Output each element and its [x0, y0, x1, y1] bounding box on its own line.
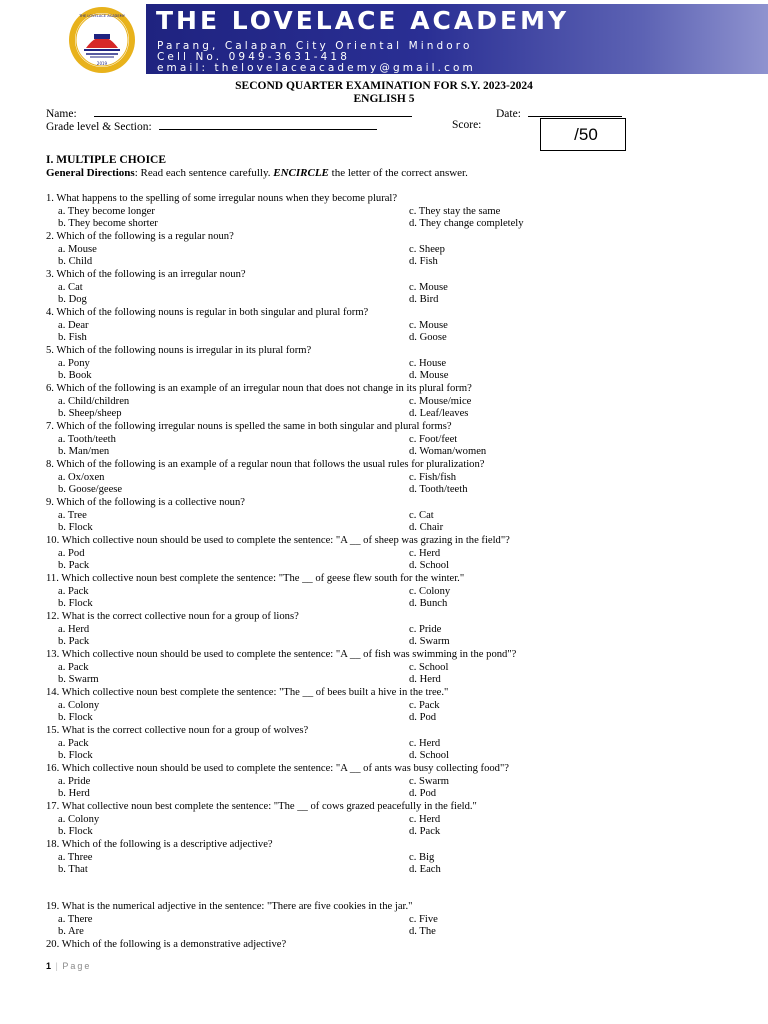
- question-stem: 9. Which of the following is a collective noun?: [46, 497, 245, 508]
- answer-option-a[interactable]: a. Pack: [58, 661, 89, 673]
- school-cell: Cell No. 0949-3631-418: [157, 51, 350, 63]
- answer-option-c[interactable]: c. House: [409, 357, 447, 369]
- answer-option-a[interactable]: a. Pod: [58, 547, 85, 559]
- answer-option-b[interactable]: b. Swarm: [58, 674, 99, 686]
- question-stem: 3. Which of the following is an irregular noun?: [46, 269, 246, 280]
- question-stem: 16. Which collective noun should be used to complete the sentence: "A __ of ants was busy collecting food"?: [46, 763, 509, 774]
- exam-subject: ENGLISH 5: [353, 93, 415, 105]
- question-stem: 14. Which collective noun best complete the sentence: "The __ of bees built a hive in the tree.": [46, 687, 449, 698]
- answer-option-d[interactable]: d. Pod: [409, 788, 437, 800]
- answer-option-c[interactable]: c. Herd: [409, 813, 441, 825]
- answer-option-a[interactable]: a. Tree: [58, 509, 87, 521]
- answer-option-c[interactable]: c. Colony: [409, 585, 451, 597]
- answer-option-a[interactable]: a. Dear: [58, 319, 89, 331]
- answer-option-d[interactable]: d. Bird: [409, 294, 439, 306]
- directions-emphasis: ENCIRCLE: [273, 167, 329, 179]
- section-title: I. MULTIPLE CHOICE: [46, 154, 167, 166]
- question-stem: 2. Which of the following is a regular noun?: [46, 231, 234, 242]
- answer-option-b[interactable]: b. Flock: [58, 522, 93, 534]
- question-stem: 12. What is the correct collective noun for a group of lions?: [46, 611, 299, 622]
- answer-option-c[interactable]: c. Big: [409, 851, 435, 863]
- question-stem: 6. Which of the following is an example of an irregular noun that does not change in its plural form?: [46, 383, 472, 394]
- answer-option-c[interactable]: c. Pack: [409, 699, 440, 711]
- answer-option-c[interactable]: c. Mouse/mice: [409, 395, 472, 407]
- answer-option-b[interactable]: b. Flock: [58, 712, 93, 724]
- date-label: Date:: [496, 108, 521, 120]
- answer-option-a[interactable]: a. Pride: [58, 775, 91, 787]
- answer-option-d[interactable]: d. School: [409, 750, 450, 762]
- answer-option-a[interactable]: a. Ox/oxen: [58, 471, 105, 483]
- answer-option-b[interactable]: b. Flock: [58, 750, 93, 762]
- answer-option-d[interactable]: d. Tooth/teeth: [409, 484, 468, 496]
- question-stem: 19. What is the numerical adjective in the sentence: "There are five cookies in the jar.": [46, 901, 413, 912]
- directions-pre: : Read each sentence carefully.: [134, 167, 271, 179]
- question-stem: 11. Which collective noun best complete the sentence: "The __ of geese flew south for the winter.": [46, 573, 465, 584]
- exam-title: SECOND QUARTER EXAMINATION FOR S.Y. 2023-2024: [235, 80, 533, 92]
- answer-option-a[interactable]: a. Tooth/teeth: [58, 433, 116, 445]
- answer-option-b[interactable]: b. Are: [58, 926, 84, 938]
- question-stem: 10. Which collective noun should be used to complete the sentence: "A __ of sheep was grazing in the field"?: [46, 535, 510, 546]
- footer-separator: |: [55, 961, 59, 971]
- question-stem: 7. Which of the following irregular nouns is spelled the same in both singular and plural forms?: [46, 421, 452, 432]
- answer-option-d[interactable]: d. Goose: [409, 332, 447, 344]
- answer-option-a[interactable]: a. Cat: [58, 281, 83, 293]
- question-stem: 1. What happens to the spelling of some irregular nouns when they become plural?: [46, 193, 398, 204]
- score-label: Score:: [452, 119, 482, 131]
- answer-option-c[interactable]: c. Pride: [409, 623, 442, 635]
- answer-option-a[interactable]: a. Pony: [58, 357, 90, 369]
- answer-option-d[interactable]: d. Swarm: [409, 636, 450, 648]
- answer-option-b[interactable]: b. Dog: [58, 294, 87, 306]
- answer-option-d[interactable]: d. Pack: [409, 826, 441, 838]
- answer-option-d[interactable]: d. Each: [409, 864, 441, 876]
- page-footer: [46, 961, 91, 971]
- directions-post: the letter of the correct answer.: [328, 167, 468, 179]
- answer-option-a[interactable]: a. Mouse: [58, 243, 97, 255]
- answer-option-a[interactable]: a. Three: [58, 851, 93, 863]
- question-stem: 13. Which collective noun should be used to complete the sentence: "A __ of fish was swimming in the pond"?: [46, 649, 517, 660]
- answer-option-d[interactable]: d. Pod: [409, 712, 437, 724]
- answer-option-a[interactable]: a. Colony: [58, 699, 100, 711]
- question-stem: 20. Which of the following is a demonstrative adjective?: [46, 939, 287, 950]
- school-address: Parang, Calapan City Oriental Mindoro: [157, 40, 473, 52]
- seal-ring-text: THE LOVELACE ACADEMY: [79, 14, 125, 18]
- page-word: Page: [62, 961, 92, 971]
- answer-option-c[interactable]: c. They stay the same: [409, 205, 501, 217]
- answer-option-b[interactable]: b. Flock: [58, 826, 93, 838]
- answer-option-c[interactable]: c. Herd: [409, 547, 441, 559]
- answer-option-d[interactable]: d. Herd: [409, 674, 441, 686]
- answer-option-c[interactable]: c. School: [409, 661, 449, 673]
- page-number: 1: [46, 961, 53, 971]
- question-stem: 4. Which of the following nouns is regular in both singular and plural form?: [46, 307, 369, 318]
- answer-option-c[interactable]: c. Fish/fish: [409, 471, 457, 483]
- seal-year: 2019: [96, 61, 108, 66]
- answer-option-a[interactable]: a. They become longer: [58, 205, 155, 217]
- question-stem: 17. What collective noun best complete the sentence: "The __ of cows grazed peacefully in the field.": [46, 801, 477, 812]
- answer-option-d[interactable]: d. Chair: [409, 522, 444, 534]
- answer-option-c[interactable]: c. Foot/feet: [409, 433, 458, 445]
- directions-label: General Directions: [46, 167, 135, 179]
- answer-option-d[interactable]: d. The: [409, 926, 436, 938]
- answer-option-b[interactable]: b. Book: [58, 370, 92, 382]
- school-email: email: thelovelaceacademy@gmail.com: [157, 62, 476, 74]
- answer-option-c[interactable]: c. Mouse: [409, 281, 448, 293]
- answer-option-b[interactable]: b. Pack: [58, 560, 90, 572]
- answer-option-d[interactable]: d. Bunch: [409, 598, 448, 610]
- answer-option-c[interactable]: c. Cat: [409, 509, 434, 521]
- answer-option-b[interactable]: b. Fish: [58, 332, 87, 344]
- answer-option-b[interactable]: b. Goose/geese: [58, 484, 123, 496]
- answer-option-b[interactable]: b. Man/men: [58, 446, 110, 458]
- question-stem: 8. Which of the following is an example of a regular noun that follows the usual rules for pluralization?: [46, 459, 485, 470]
- answer-option-c[interactable]: c. Five: [409, 913, 438, 925]
- answer-option-b[interactable]: b. Flock: [58, 598, 93, 610]
- name-label: Name:: [46, 108, 77, 120]
- answer-option-b[interactable]: b. They become shorter: [58, 218, 158, 230]
- answer-option-a[interactable]: a. Pack: [58, 585, 89, 597]
- answer-option-c[interactable]: c. Swarm: [409, 775, 450, 787]
- answer-option-a[interactable]: a. There: [58, 913, 93, 925]
- answer-option-a[interactable]: a. Colony: [58, 813, 100, 825]
- school-name: THE LOVELACE ACADEMY: [156, 6, 570, 35]
- answer-option-b[interactable]: b. Pack: [58, 636, 90, 648]
- answer-option-d[interactable]: d. Mouse: [409, 370, 449, 382]
- answer-option-b[interactable]: b. Herd: [58, 788, 90, 800]
- answer-option-a[interactable]: a. Child/children: [58, 395, 130, 407]
- answer-option-c[interactable]: c. Sheep: [409, 243, 445, 255]
- answer-option-b[interactable]: b. Sheep/sheep: [58, 408, 122, 420]
- question-stem: 18. Which of the following is a descriptive adjective?: [46, 839, 273, 850]
- question-stem: 15. What is the correct collective noun for a group of wolves?: [46, 725, 309, 736]
- answer-option-a[interactable]: a. Herd: [58, 623, 90, 635]
- score-box: /50: [540, 118, 626, 151]
- answer-option-a[interactable]: a. Pack: [58, 737, 89, 749]
- answer-option-c[interactable]: c. Herd: [409, 737, 441, 749]
- answer-option-b[interactable]: b. Child: [58, 256, 93, 268]
- answer-option-b[interactable]: b. That: [58, 864, 88, 876]
- answer-option-d[interactable]: d. Fish: [409, 256, 438, 268]
- answer-option-d[interactable]: d. Leaf/leaves: [409, 408, 469, 420]
- answer-option-d[interactable]: d. School: [409, 560, 450, 572]
- answer-option-c[interactable]: c. Mouse: [409, 319, 448, 331]
- answer-option-d[interactable]: d. Woman/women: [409, 446, 487, 458]
- grade-label: Grade level & Section:: [46, 121, 152, 133]
- answer-option-d[interactable]: d. They change completely: [409, 218, 524, 230]
- question-stem: 5. Which of the following nouns is irregular in its plural form?: [46, 345, 312, 356]
